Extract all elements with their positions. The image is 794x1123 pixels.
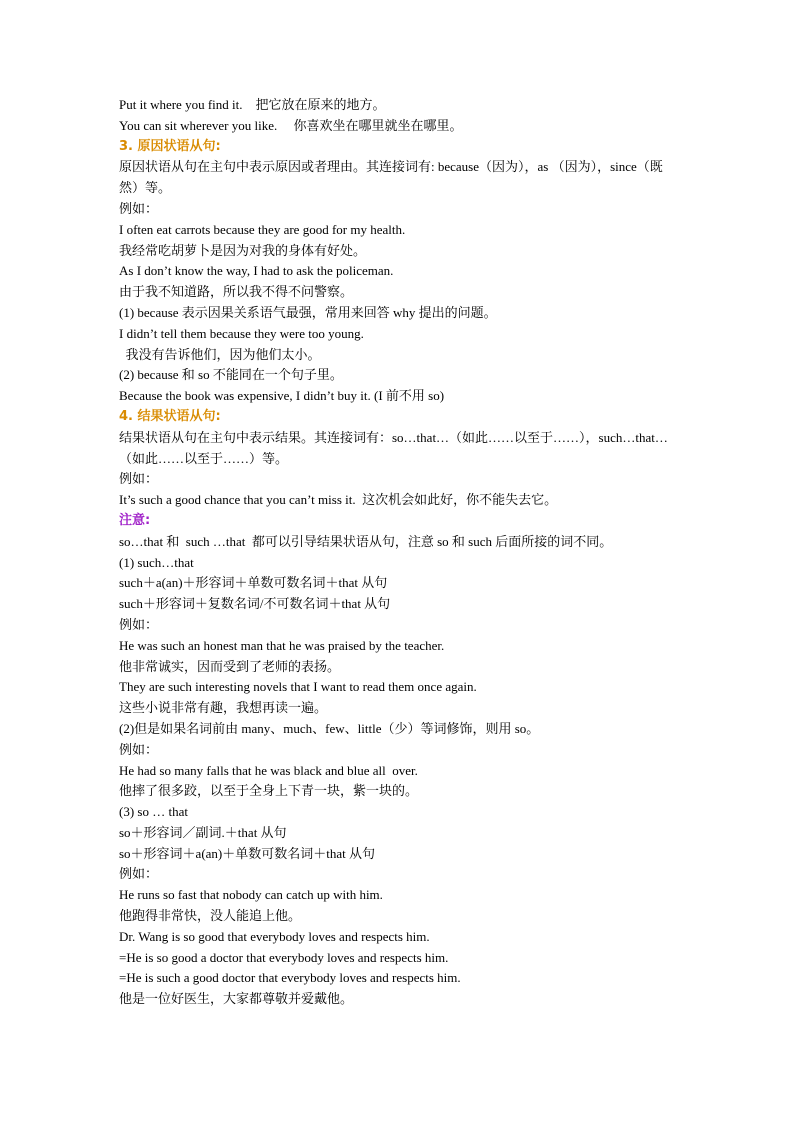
section-heading-result-clause: 4. 结果状语从句:	[119, 408, 221, 424]
text-paragraph: 结果状语从句在主句中表示结果。其连接词有：so…that…（如此……以至于……），such…that…（如此……以至于……）等。	[119, 429, 668, 466]
text-line: Put it where you find it. 把它放在原来的地方。	[119, 97, 386, 112]
text-line: (1) because 表示因果关系语气最强，常用来回答 why 提出的问题。	[119, 304, 497, 320]
text-line: You can sit wherever you like. 你喜欢坐在哪里就坐在哪里。	[119, 117, 463, 133]
text-line: so…that 和 such …that 都可以引导结果状语从句，注意 so 和 such 后面所接的词不同。	[119, 533, 613, 549]
text-line: 这些小说非常有趣，我想再读一遍。	[119, 700, 328, 716]
text-line: (2) because 和 so 不能同在一个句子里。	[119, 367, 343, 383]
text-line: As I don’t know the way, I had to ask the policeman.	[119, 263, 394, 279]
text-line: so＋形容词＋a(an)＋单数可数名词＋that 从句	[119, 845, 376, 861]
document-body	[119, 95, 679, 1010]
text-line: 他是一位好医生，大家都尊敬并爱戴他。	[119, 991, 354, 1007]
text-line: 由于我不知道路，所以我不得不问警察。	[119, 284, 354, 300]
text-line: Because the book was expensive, I didn’t buy it. (I 前不用 so)	[119, 388, 445, 404]
text-line: He runs so fast that nobody can catch up with him.	[119, 887, 383, 903]
text-line: such＋形容词＋复数名词/不可数名词＋that 从句	[119, 596, 391, 612]
text-line: such＋a(an)＋形容词＋单数可数名词＋that 从句	[119, 575, 388, 591]
text-line: 他摔了很多跤，以至于全身上下青一块，紫一块的。	[119, 783, 419, 799]
note-heading: 注意:	[119, 512, 151, 528]
text-line: so＋形容词／副词.＋that 从句	[119, 824, 287, 840]
section-heading-cause-clause: 3. 原因状语从句:	[119, 138, 221, 154]
text-line: 例如：	[119, 616, 159, 632]
text-paragraph: 原因状语从句在主句中表示原因或者理由。其连接词有: because（因为），as （因为），since（既然）等。	[119, 159, 663, 196]
text-line: He had so many falls that he was black and blue all over.	[119, 762, 418, 778]
text-line: =He is so good a doctor that everybody loves and respects him.	[119, 949, 449, 965]
text-line: (1) such…that	[119, 554, 194, 570]
text-line: He was such an honest man that he was praised by the teacher.	[119, 637, 445, 653]
text-line: I often eat carrots because they are good for my health.	[119, 221, 406, 237]
text-line: 他跑得非常快，没人能追上他。	[119, 908, 302, 924]
text-line: They are such interesting novels that I want to read them once again.	[119, 679, 477, 695]
text-line: (2)但是如果名词前由 many、much、few、little（少）等词修饰，则用 so。	[119, 720, 540, 736]
text-line: Dr. Wang is so good that everybody loves and respects him.	[119, 928, 430, 944]
text-line: =He is such a good doctor that everybody loves and respects him.	[119, 970, 461, 986]
text-line: 例如：	[119, 200, 159, 216]
text-line: 例如：	[119, 866, 159, 882]
text-line: 例如：	[119, 741, 159, 757]
text-line: It’s such a good chance that you can’t miss it. 这次机会如此好，你不能失去它。	[119, 492, 558, 508]
text-line: 他非常诚实，因而受到了老师的表扬。	[119, 658, 341, 674]
text-line: (3) so … that	[119, 804, 188, 820]
text-line: 例如：	[119, 471, 159, 487]
text-line: 我没有告诉他们，因为他们太小。	[119, 346, 321, 362]
text-line: I didn’t tell them because they were too young.	[119, 325, 364, 341]
text-line: 我经常吃胡萝卜是因为对我的身体有好处。	[119, 242, 367, 258]
